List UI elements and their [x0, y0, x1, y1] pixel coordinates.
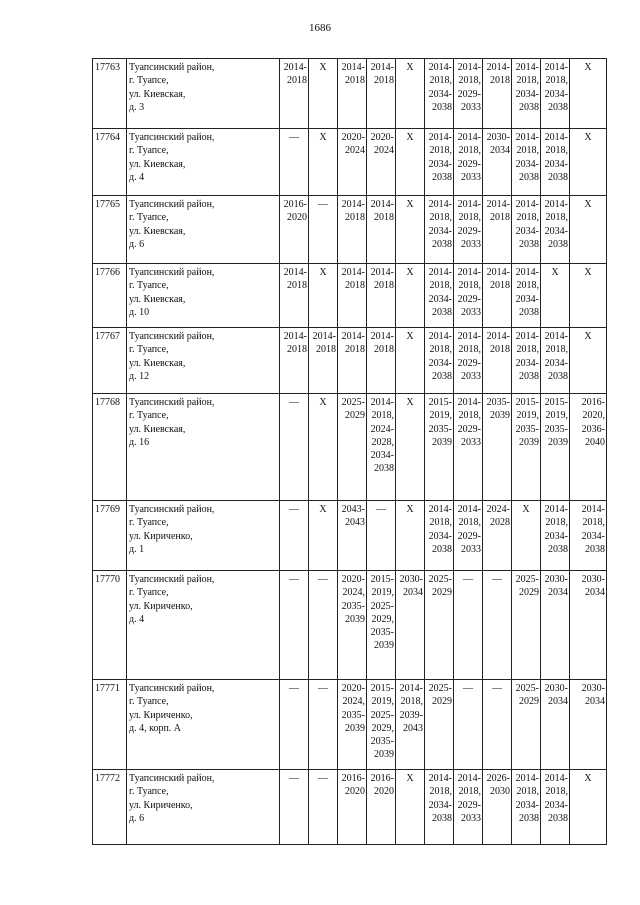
period-cell: — — [280, 680, 309, 770]
period-cell: 2014- 2018, 2039- 2043 — [396, 680, 425, 770]
table-row — [93, 770, 607, 845]
period-cell: X — [541, 264, 570, 328]
period-cell: X — [396, 394, 425, 501]
address-cell: Туапсинский район, г. Туапсе, ул. Киевская, д. 12 — [127, 328, 280, 394]
period-cell: 2014- 2018, 2034- 2038 — [541, 129, 570, 196]
period-cell: 2014- 2018, 2034- 2038 — [541, 501, 570, 571]
period-cell: 2030- 2034 — [541, 571, 570, 680]
period-cell: 2035- 2039 — [483, 394, 512, 501]
period-cell: — — [280, 770, 309, 845]
period-cell: X — [512, 501, 541, 571]
table-row — [93, 394, 607, 501]
period-cell: 2043- 2043 — [338, 501, 367, 571]
row-number-cell: 17765 — [93, 196, 127, 264]
address-cell: Туапсинский район, г. Туапсе, ул. Киевская, д. 10 — [127, 264, 280, 328]
period-cell: — — [280, 129, 309, 196]
row-number-cell: 17768 — [93, 394, 127, 501]
period-cell: X — [396, 328, 425, 394]
period-cell: X — [309, 501, 338, 571]
period-cell: 2014- 2018, 2034- 2038 — [512, 129, 541, 196]
period-cell: 2014- 2018, 2034- 2038 — [425, 501, 454, 571]
period-cell: 2016- 2020 — [367, 770, 396, 845]
table-row — [93, 129, 607, 196]
period-cell: X — [309, 264, 338, 328]
period-cell: 2016- 2020 — [280, 196, 309, 264]
period-cell: X — [570, 264, 607, 328]
table-row — [93, 59, 607, 129]
period-cell: 2014- 2018, 2029- 2033 — [454, 328, 483, 394]
period-cell: X — [570, 196, 607, 264]
period-cell: 2015- 2019, 2025- 2029, 2035- 2039 — [367, 680, 396, 770]
address-cell: Туапсинский район, г. Туапсе, ул. Киевская, д. 3 — [127, 59, 280, 129]
period-cell: — — [454, 571, 483, 680]
row-number-cell: 17771 — [93, 680, 127, 770]
row-number-cell: 17766 — [93, 264, 127, 328]
period-cell: 2014- 2018 — [483, 328, 512, 394]
address-cell: Туапсинский район, г. Туапсе, ул. Кириченко, д. 1 — [127, 501, 280, 571]
repair-schedule-table — [92, 58, 607, 845]
table-row — [93, 680, 607, 770]
period-cell: 2014- 2018, 2029- 2033 — [454, 59, 483, 129]
period-cell: X — [396, 59, 425, 129]
period-cell: — — [309, 571, 338, 680]
period-cell: X — [396, 264, 425, 328]
period-cell: 2014- 2018 — [280, 59, 309, 129]
period-cell: 2014- 2018 — [367, 59, 396, 129]
period-cell: 2014- 2018, 2034- 2038 — [512, 328, 541, 394]
period-cell: 2014- 2018, 2029- 2033 — [454, 394, 483, 501]
period-cell: — — [367, 501, 396, 571]
address-cell: Туапсинский район, г. Туапсе, ул. Киевская, д. 16 — [127, 394, 280, 501]
period-cell: 2014- 2018, 2034- 2038 — [541, 328, 570, 394]
period-cell: X — [396, 770, 425, 845]
period-cell: X — [396, 501, 425, 571]
period-cell: 2025- 2029 — [512, 680, 541, 770]
period-cell: 2015- 2019, 2035- 2039 — [541, 394, 570, 501]
row-number-cell: 17764 — [93, 129, 127, 196]
period-cell: 2014- 2018, 2034- 2038 — [425, 770, 454, 845]
page-number: 1686 — [309, 22, 331, 34]
table-row — [93, 328, 607, 394]
period-cell: 2014- 2018, 2029- 2033 — [454, 501, 483, 571]
table-row — [93, 571, 607, 680]
period-cell: 2014- 2018, 2034- 2038 — [512, 770, 541, 845]
period-cell: 2014- 2018, 2029- 2033 — [454, 770, 483, 845]
period-cell: 2030- 2034 — [541, 680, 570, 770]
row-number-cell: 17763 — [93, 59, 127, 129]
period-cell: 2025- 2029 — [338, 394, 367, 501]
period-cell: — — [280, 501, 309, 571]
period-cell: 2014- 2018, 2034- 2038 — [512, 59, 541, 129]
period-cell: X — [309, 394, 338, 501]
period-cell: X — [396, 196, 425, 264]
period-cell: 2014- 2018 — [338, 264, 367, 328]
period-cell: — — [280, 394, 309, 501]
period-cell: — — [309, 680, 338, 770]
period-cell: 2014- 2018 — [483, 196, 512, 264]
period-cell: 2025- 2029 — [512, 571, 541, 680]
address-cell: Туапсинский район, г. Туапсе, ул. Кириченко, д. 4, корп. А — [127, 680, 280, 770]
period-cell: 2014- 2018, 2029- 2033 — [454, 196, 483, 264]
address-cell: Туапсинский район, г. Туапсе, ул. Кириченко, д. 6 — [127, 770, 280, 845]
period-cell: 2015- 2019, 2025- 2029, 2035- 2039 — [367, 571, 396, 680]
period-cell: X — [570, 59, 607, 129]
period-cell: 2014- 2018 — [280, 328, 309, 394]
period-cell: 2014- 2018 — [338, 196, 367, 264]
period-cell: 2016- 2020 — [338, 770, 367, 845]
period-cell: 2014- 2018, 2034- 2038 — [570, 501, 607, 571]
address-cell: Туапсинский район, г. Туапсе, ул. Киевская, д. 4 — [127, 129, 280, 196]
table-row — [93, 264, 607, 328]
period-cell: 2014- 2018, 2034- 2038 — [425, 328, 454, 394]
period-cell: 2014- 2018 — [309, 328, 338, 394]
period-cell: 2014- 2018, 2034- 2038 — [541, 59, 570, 129]
period-cell: 2014- 2018 — [483, 264, 512, 328]
row-number-cell: 17770 — [93, 571, 127, 680]
period-cell: 2030- 2034 — [483, 129, 512, 196]
row-number-cell: 17769 — [93, 501, 127, 571]
row-number-cell: 17767 — [93, 328, 127, 394]
address-cell: Туапсинский район, г. Туапсе, ул. Кириченко, д. 4 — [127, 571, 280, 680]
period-cell: 2030- 2034 — [396, 571, 425, 680]
period-cell: 2014- 2018 — [338, 59, 367, 129]
period-cell: 2014- 2018 — [367, 328, 396, 394]
period-cell: — — [483, 571, 512, 680]
period-cell: X — [570, 129, 607, 196]
period-cell: X — [396, 129, 425, 196]
period-cell: 2014- 2018 — [338, 328, 367, 394]
period-cell: 2030- 2034 — [570, 571, 607, 680]
period-cell: 2014- 2018, 2034- 2038 — [425, 59, 454, 129]
period-cell: 2025- 2029 — [425, 571, 454, 680]
period-cell: 2025- 2029 — [425, 680, 454, 770]
period-cell: — — [309, 770, 338, 845]
period-cell: 2020- 2024 — [338, 129, 367, 196]
period-cell: 2014- 2018, 2034- 2038 — [425, 264, 454, 328]
period-cell: 2020- 2024, 2035- 2039 — [338, 571, 367, 680]
period-cell: 2014- 2018, 2029- 2033 — [454, 129, 483, 196]
period-cell: X — [570, 770, 607, 845]
period-cell: 2015- 2019, 2035- 2039 — [512, 394, 541, 501]
period-cell: 2014- 2018, 2034- 2038 — [512, 264, 541, 328]
table-row — [93, 196, 607, 264]
period-cell: 2024- 2028 — [483, 501, 512, 571]
period-cell: 2014- 2018, 2034- 2038 — [425, 196, 454, 264]
period-cell: 2014- 2018 — [367, 196, 396, 264]
period-cell: 2020- 2024 — [367, 129, 396, 196]
period-cell: 2014- 2018 — [483, 59, 512, 129]
period-cell: 2014- 2018, 2034- 2038 — [512, 196, 541, 264]
period-cell: 2015- 2019, 2035- 2039 — [425, 394, 454, 501]
period-cell: — — [280, 571, 309, 680]
period-cell: X — [309, 129, 338, 196]
period-cell: — — [483, 680, 512, 770]
period-cell: 2014- 2018 — [280, 264, 309, 328]
period-cell: 2014- 2018 — [367, 264, 396, 328]
period-cell: 2016- 2020, 2036- 2040 — [570, 394, 607, 501]
period-cell: 2014- 2018, 2034- 2038 — [541, 770, 570, 845]
period-cell: 2014- 2018, 2034- 2038 — [425, 129, 454, 196]
period-cell: — — [454, 680, 483, 770]
period-cell: X — [309, 59, 338, 129]
period-cell: 2030- 2034 — [570, 680, 607, 770]
period-cell: — — [309, 196, 338, 264]
table-row — [93, 501, 607, 571]
period-cell: 2014- 2018, 2024- 2028, 2034- 2038 — [367, 394, 396, 501]
address-cell: Туапсинский район, г. Туапсе, ул. Киевская, д. 6 — [127, 196, 280, 264]
period-cell: 2014- 2018, 2034- 2038 — [541, 196, 570, 264]
period-cell: 2026- 2030 — [483, 770, 512, 845]
period-cell: 2020- 2024, 2035- 2039 — [338, 680, 367, 770]
row-number-cell: 17772 — [93, 770, 127, 845]
period-cell: X — [570, 328, 607, 394]
period-cell: 2014- 2018, 2029- 2033 — [454, 264, 483, 328]
